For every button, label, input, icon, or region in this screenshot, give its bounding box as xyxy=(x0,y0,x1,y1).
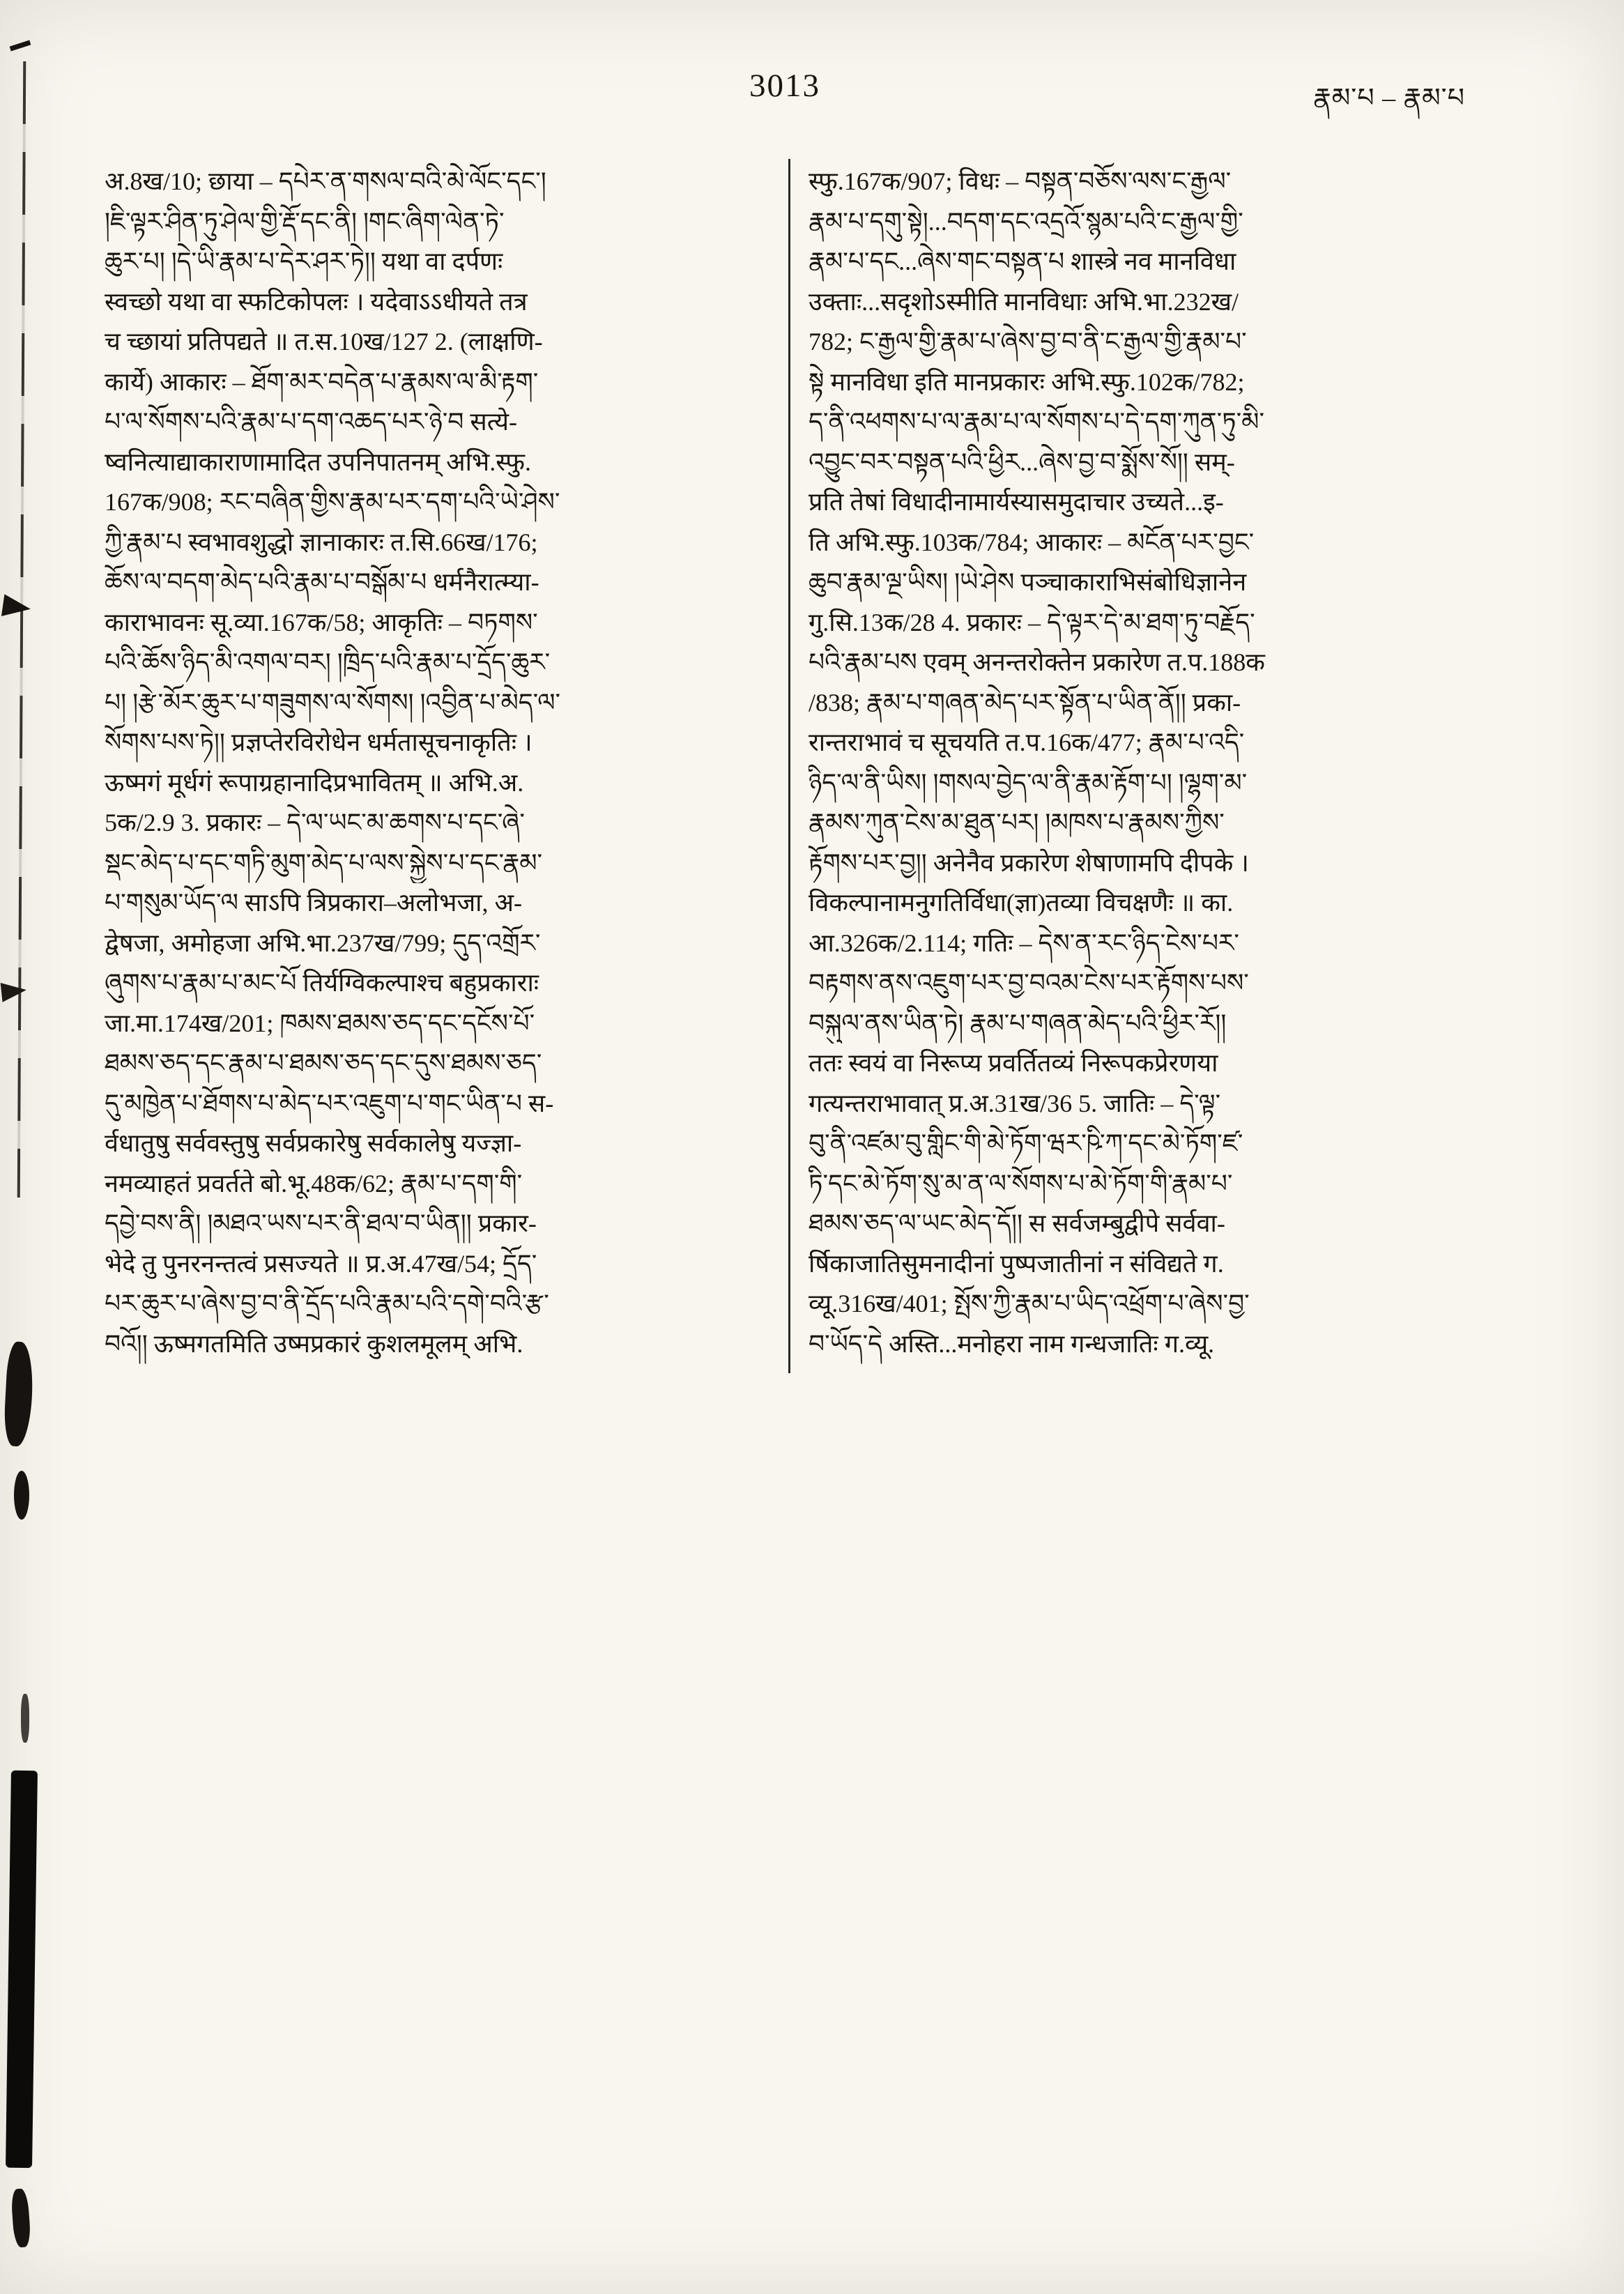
text-line: उक्ताः...सदृशोऽस्मीति मानविधाः अभि.भा.232ख/ xyxy=(809,287,1239,316)
text-line: ཆུབ་རྣམ་ལྔ་ཡིས། །ཡེ་ཤེས पञ्चाकाराभिसंबोधिज्ञानेन xyxy=(809,568,1247,596)
text-line: स्वच्छो यथा वा स्फटिकोपलः । यदेवाऽऽधीयते तत्र xyxy=(105,287,528,316)
text-line: ति अभि.स्फु.103क/784; आकारः – མངོན་པར་བྱང་ xyxy=(809,528,1255,556)
text-line: བསྐུལ་ནས་ཡིན་ཏེ། རྣམ་པ་གཞན་མེད་པའི་ཕྱིར་རོ།། xyxy=(809,1009,1227,1037)
text-line: ऊष्मगं मूर्धगं रूपाग्रहानादिप्रभावितम् ॥ अभि.अ. xyxy=(105,768,524,797)
text-line: འབྱུང་བར་བསྟན་པའི་ཕྱིར...ཞེས་བྱ་བ་སྨོས་སོ།། सम्- xyxy=(809,448,1235,476)
text-line: ཆོས་ལ་བདག་མེད་པའི་རྣམ་པ་བསྒོམ་པ धर्मनैरात्म्या- xyxy=(105,568,539,596)
text-line: སོགས་པས་ཏེ།། प्रज्ञप्तेरविरोधेन धर्मतासूचनाकृतिः । xyxy=(105,728,533,756)
text-line: च च्छायां प्रतिपद्यते ॥ त.स.10ख/127 2. (लाक्षणि- xyxy=(105,328,543,355)
text-line: པའི་ཆོས་ཉིད་མི་འགལ་བར། །ཁྲིད་པའི་རྣམ་པ་དྲོད་ཆུར་ xyxy=(105,648,551,676)
scan-artifact-arrow-mark xyxy=(1,594,32,620)
text-line: रान्तराभावं च सूचयति त.प.16क/477; རྣམ་པ་འདི་ xyxy=(809,728,1245,756)
text-line: ष्वनित्याद्याकाराणामादित उपनिपातनम् अभि.स्फु. xyxy=(105,448,532,476)
scan-artifact-ink-blob xyxy=(21,1694,29,1743)
text-line: गु.सि.13क/28 4. प्रकारः – དེ་ལྟར་དེ་མ་ཐག་ཏུ་བརྗོད་ xyxy=(809,608,1255,636)
scan-artifact-ink-blob xyxy=(14,1471,29,1520)
text-column-right xyxy=(809,162,1472,1364)
text-line: विकल्पानामनुगतिर्विधा(ज्ञा)तव्या विचक्षणैः ॥ का. xyxy=(809,889,1234,917)
text-line: 5क/2.9 3. प्रकारः – དེ་ལ་ཡང་མ་ཆགས་པ་དང་ཞེ་ xyxy=(105,809,525,836)
text-line: བུ་ནི་འཛམ་བུ་གླིང་གི་མེ་ཏོག་ཝར་ཥི་ཀ་དང་མེ་ཏོག་ཛ་ xyxy=(809,1129,1243,1157)
column-divider-rule xyxy=(788,159,790,1373)
text-line: गत्यन्तराभावात् प्र.अ.31ख/36 5. जातिः – དེ་ལྟ་ xyxy=(809,1089,1221,1117)
text-line: ཀྱི་རྣམ་པ स्वभावशुद्धो ज्ञानाकारः त.सि.66ख/176; xyxy=(105,528,538,556)
text-line: པ་གསུམ་ཡོད་ལ साऽपि त्रिप्रकारा–अलोभजा, अ- xyxy=(105,889,522,917)
text-line: ཐམས་ཅད་ལ་ཡང་མེད་དོ།། स सर्वजम्बुद्वीपे सर्ववा- xyxy=(809,1209,1225,1237)
text-line: བ་ཡོད་དེ अस्ति...मनोहरा नाम गन्धजातिः ग.व्यू. xyxy=(809,1329,1215,1358)
text-line: द्वेषजा, अमोहजा अभि.भा.237ख/799; དུད་འགྲོར་ xyxy=(105,928,541,957)
text-line: སྡང་མེད་པ་དང་གཏི་མུག་མེད་པ་ལས་སྐྱེས་པ་དང་རྣམ་ xyxy=(105,848,543,877)
text-line: जा.मा.174ख/201; ཁམས་ཐམས་ཅད་དང་དངོས་པོ་ xyxy=(105,1009,535,1037)
text-line: र्षिकाजातिसुमनादीनां पुष्पजातीनां न संविद्यते ग. xyxy=(809,1249,1224,1278)
text-line: རྣམ་པ་དང...ཞེས་གང་བསྟན་པ शास्त्रे नव मानविधा xyxy=(809,247,1236,275)
text-line: པ་ལ་སོགས་པའི་རྣམ་པ་དག་འཆད་པར་ཉེ་བ सत्ये- xyxy=(105,408,518,436)
text-line: ཏི་དང་མེ་ཏོག་སུ་མ་ན་ལ་སོགས་པ་མེ་ཏོག་གི་རྣམ་པ་ xyxy=(809,1169,1233,1198)
text-line: བརྟགས་ནས་འཇུག་པར་བྱ་བའམ་ངེས་པར་རྟོགས་པས་ xyxy=(809,969,1249,997)
running-header xyxy=(105,67,1465,116)
scan-artifact-binding-bar xyxy=(6,1771,38,2168)
text-line: भेदे तु पुनरनन्तत्वं प्रसज्यते ॥ प्र.अ.47ख/54; དྲོད་ xyxy=(105,1249,537,1278)
text-line: ཆུར་པ། །དེ་ཡི་རྣམ་པ་དེར་ཤར་ཏེ།། यथा वा दर्पणः xyxy=(105,247,503,275)
text-line: प्रति तेषां विधादीनामार्यस्यासमुदाचार उच्यते...इ- xyxy=(809,488,1224,516)
text-line: कार्ये) आकारः – ཐོག་མར་བདེན་པ་རྣམས་ལ་མི་རྟག་ xyxy=(105,367,539,396)
text-line: དབྱེ་བས་ནི། །མཐའ་ཡས་པར་ནི་ཐལ་བ་ཡིན།། प्रकार- xyxy=(105,1209,537,1237)
text-column-left xyxy=(105,162,768,1364)
text-line: སྟེ मानविधा इति मानप्रकारः अभि.स्फु.102क/782; xyxy=(809,367,1245,396)
scan-artifact-arrow-mark xyxy=(1,980,28,1002)
text-line: /838; རྣམ་པ་གཞན་མེད་པར་སྟོན་པ་ཡིན་ནོ།། प्रका- xyxy=(809,688,1241,717)
text-line: པ། །རྩེ་མོར་ཆུར་པ་གཟུགས་ལ་སོགས། །འབྱིན་པ་མེད་ལ་ xyxy=(105,688,561,717)
scan-artifact-edge-line xyxy=(17,61,26,1198)
text-line: अ.8ख/10; छाया – དཔེར་ན་གསལ་བའི་མེ་ལོང་དང་། xyxy=(105,167,546,195)
text-line: नमव्याहतं प्रवर्तते बो.भू.48क/62; རྣམ་པ་དག་གི་ xyxy=(105,1169,523,1198)
text-line: རྣམས་ཀུན་ངེས་མ་ཐུན་པར། །མཁས་པ་རྣམས་ཀྱིས་ xyxy=(809,809,1225,836)
page-number: 3013 xyxy=(749,68,820,104)
text-line: स्फु.167क/907; विधः – བསྟན་བཅོས་ལས་ང་རྒྱལ་ xyxy=(809,167,1232,195)
text-line: པའི་རྣམ་པས एवम् अनन्तरोक्तेन प्रकारेण त.प.188क xyxy=(809,648,1265,676)
text-line: བའོ།། ऊष्मगतमिति उष्मप्रकारं कुशलमूलम् अभि. xyxy=(105,1329,523,1358)
text-line: རྣམ་པ་དགུ་སྟེ།...བདག་དང་འདྲའོ་སྙམ་པའི་ང་རྒྱལ་གྱི་ xyxy=(809,207,1243,236)
header-entry-range: རྣམ་པ – རྣམ་པ xyxy=(1313,84,1465,113)
text-line: ད་ནི་འཕགས་པ་ལ་རྣམ་པ་ལ་སོགས་པ་དེ་དག་ཀུན་ཏུ་མི་ xyxy=(809,408,1265,436)
text-line: 782; ང་རྒྱལ་གྱི་རྣམ་པ་ཞེས་བྱ་བ་ནི་ང་རྒྱལ་གྱི་རྣམ་པ་ xyxy=(809,328,1247,355)
text-line: ཉིད་ལ་ནི་ཡིས། །གསལ་བྱེད་ལ་ནི་རྣམ་རྟོག་པ། །ལྷག་མ་ xyxy=(809,768,1248,797)
text-line: དུ་མཁྱེན་པ་ཐོགས་པ་མེད་པར་འཇུག་པ་གང་ཡིན་པ स- xyxy=(105,1089,554,1117)
text-line: རྟོགས་པར་བྱ།། अनेनैव प्रकारेण शेषाणामपि दीपके । xyxy=(809,848,1249,877)
text-line: काराभावनः सू.व्या.167क/58; आकृतिः – བཏགས་ xyxy=(105,608,538,636)
scan-artifact-ink-blob xyxy=(3,1341,35,1447)
text-line: व्यू.316ख/401; སྤོས་ཀྱི་རྣམ་པ་ཡིད་འཕྲོག་པ་ཞེས་བྱ་ xyxy=(809,1290,1250,1317)
text-line: ཞུགས་པ་རྣམ་པ་མང་པོ तिर्यग्विकल्पाश्च बहुप्रकाराः xyxy=(105,969,539,997)
text-line: 167क/908; རང་བཞིན་གྱིས་རྣམ་པར་དག་པའི་ཡེ་ཤེས་ xyxy=(105,488,560,516)
text-line: ततः स्वयं वा निरूप्य प्रवर्तितव्यं निरूपकप्रेरणया xyxy=(809,1049,1218,1077)
text-line: आ.326क/2.114; गतिः – དེས་ན་རང་ཉིད་ངེས་པར་ xyxy=(809,928,1239,957)
text-line: པར་ཆུར་པ་ཞེས་བྱ་བ་ནི་དྲོད་པའི་རྣམ་པའི་དགེ་བའི་རྩ་ xyxy=(105,1290,549,1317)
text-line: ཐམས་ཅད་དང་རྣམ་པ་ཐམས་ཅད་དང་དུས་ཐམས་ཅད་ xyxy=(105,1049,542,1077)
scan-artifact-tick xyxy=(10,40,31,52)
text-line: །ཇི་ལྟར་ཤིན་ཏུ་ཤེལ་གྱི་རྡོ་དང་ནི། །གང་ཞིག་ལེན་ཏེ་ xyxy=(105,207,505,236)
scan-artifact-ink-blob xyxy=(10,2188,31,2247)
text-line: र्वधातुषु सर्ववस्तुषु सर्वप्रकारेषु सर्वकालेषु यज्ज्ञा- xyxy=(105,1129,522,1157)
